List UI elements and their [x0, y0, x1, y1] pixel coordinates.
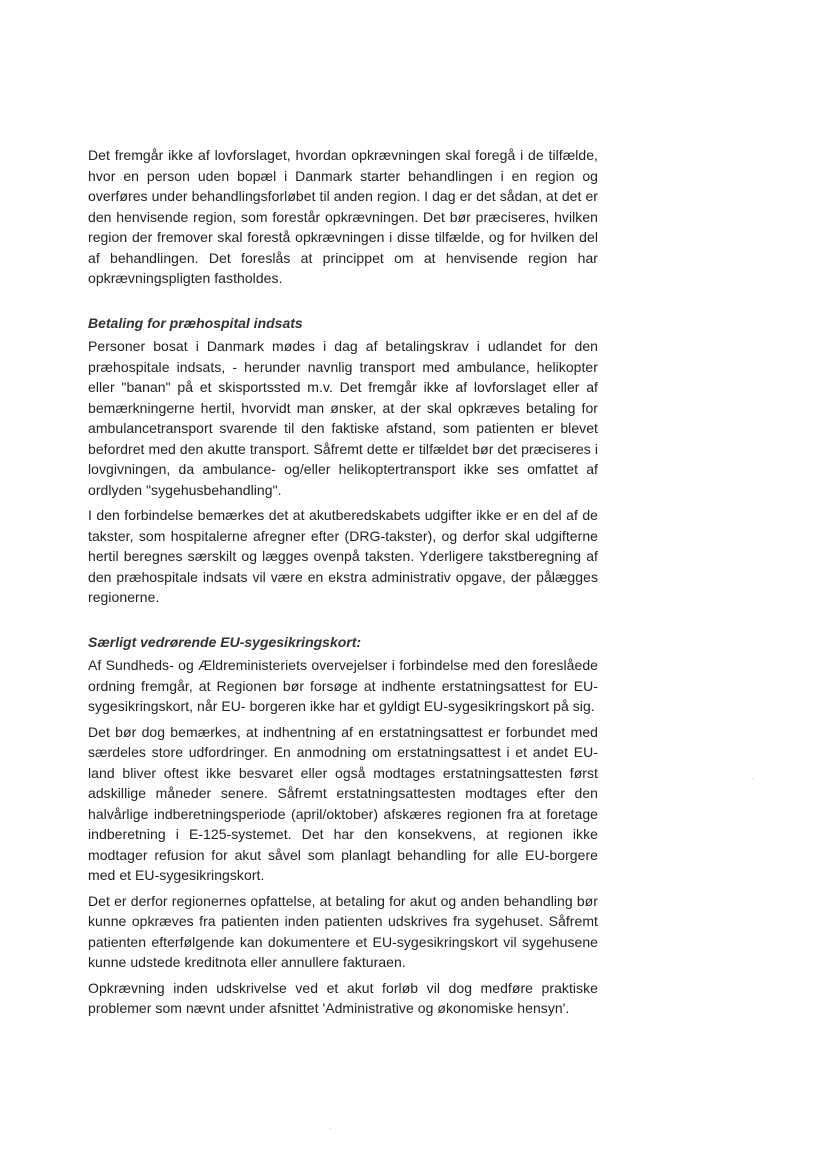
paragraph-certificate-challenges: Det bør dog bemærkes, at indhentning af en erstatningsattest er forbundet med særdeles store udfordringer. En anmodning om erstatningsattest i et andet EU-land bliver oftest ikke besvaret eller også modtages erstatningsattesten først adskillige måneder senere. Såfremt erstatningsattesten modtages efter den halvårlige indberetningsperiode (april/oktober) afskæres regionen fra at foretage indberetning i E-125-systemet. Det har den konsekvens, at regionen ikke modtager refusion for akut såvel som planlagt behandling for alle EU-borgere med et EU-sygesikringskort.	[88, 723, 598, 883]
scan-speck	[330, 1128, 331, 1129]
paragraph-ministry-considerations: Af Sundheds- og Ældreministeriets overvejelser i forbindelse med den foreslåede ordning fremgår, at Regionen bør forsøge at indhente erstatningsattest for EU-sygesikringskort, når EU- borgeren ikke har et gyldigt EU-sygesikringskort på sig.	[88, 657, 598, 714]
scan-speck	[752, 778, 753, 779]
heading-prehospital: Betaling for præhospital indsats	[88, 314, 303, 331]
document-page	[88, 145, 598, 1019]
paragraph-region-transfer: Det fremgår ikke af lovforslaget, hvordan opkrævningen skal foregå i de tilfælde, hvor en person uden bopæl i Danmark starter behandlingen i en region og overføres under behandlingsforløbet til anden region. I dag er det sådan, at det er den henvisende region, som forestår opkrævningen. Det bør præciseres, hvilken region der fremover skal forestå opkrævningen i disse tilfælde, og for hvilken del af behandlingen. Det foreslås at princippet om at henvisende region har opkrævningspligten fastholdes.	[88, 147, 598, 286]
paragraph-regions-opinion: Det er derfor regionernes opfattelse, at betaling for akut og anden behandling bør kunne opkræves fra patienten inden patienten udskrives fra sygehuset. Såfremt patienten efterfølgende kan dokumentere et EU-sygesikringskort vil sygehusene kunne udstede kreditnota eller annullere fakturaen.	[88, 892, 598, 970]
heading-eu-health-card: Særligt vedrørende EU-sygesikringskort:	[88, 633, 362, 650]
paragraph-drg-tariffs: I den forbindelse bemærkes det at akutberedskabets udgifter ikke er en del af de takster, som hospitalerne afregner efter (DRG-takster), og derfor skal udgifterne hertil beregnes særskilt og lægges ovenpå taksten. Yderligere takstberegning af den præhospitale indsats vil være en ekstra administrativ opgave, der pålægges regionerne.	[88, 507, 598, 605]
paragraph-prehospital-payment: Personer bosat i Danmark mødes i dag af betalingskrav i udlandet for den præhospitale indsats, - herunder navnlig transport med ambulance, helikopter eller "banan" på et skisportssted m.v. Det fremgår ikke af lovforslaget eller af bemærkningerne hertil, hvorvidt man ønsker, at der skal opkræves betaling for ambulancetransport svarende til den faktiske afstand, som patienten er blevet befordret med den akutte transport. Såfremt dette er tilfældet bør det præciseres i lovgivningen, da ambulance- og/eller helikoptertransport ikke ses omfattet af ordlyden "sygehusbehandling".	[88, 338, 598, 498]
paragraph-practical-problems: Opkrævning inden udskrivelse ved et akut forløb vil dog medføre praktiske problemer som nævnt under afsnittet 'Administrative og økonomiske hensyn'.	[88, 979, 598, 1016]
